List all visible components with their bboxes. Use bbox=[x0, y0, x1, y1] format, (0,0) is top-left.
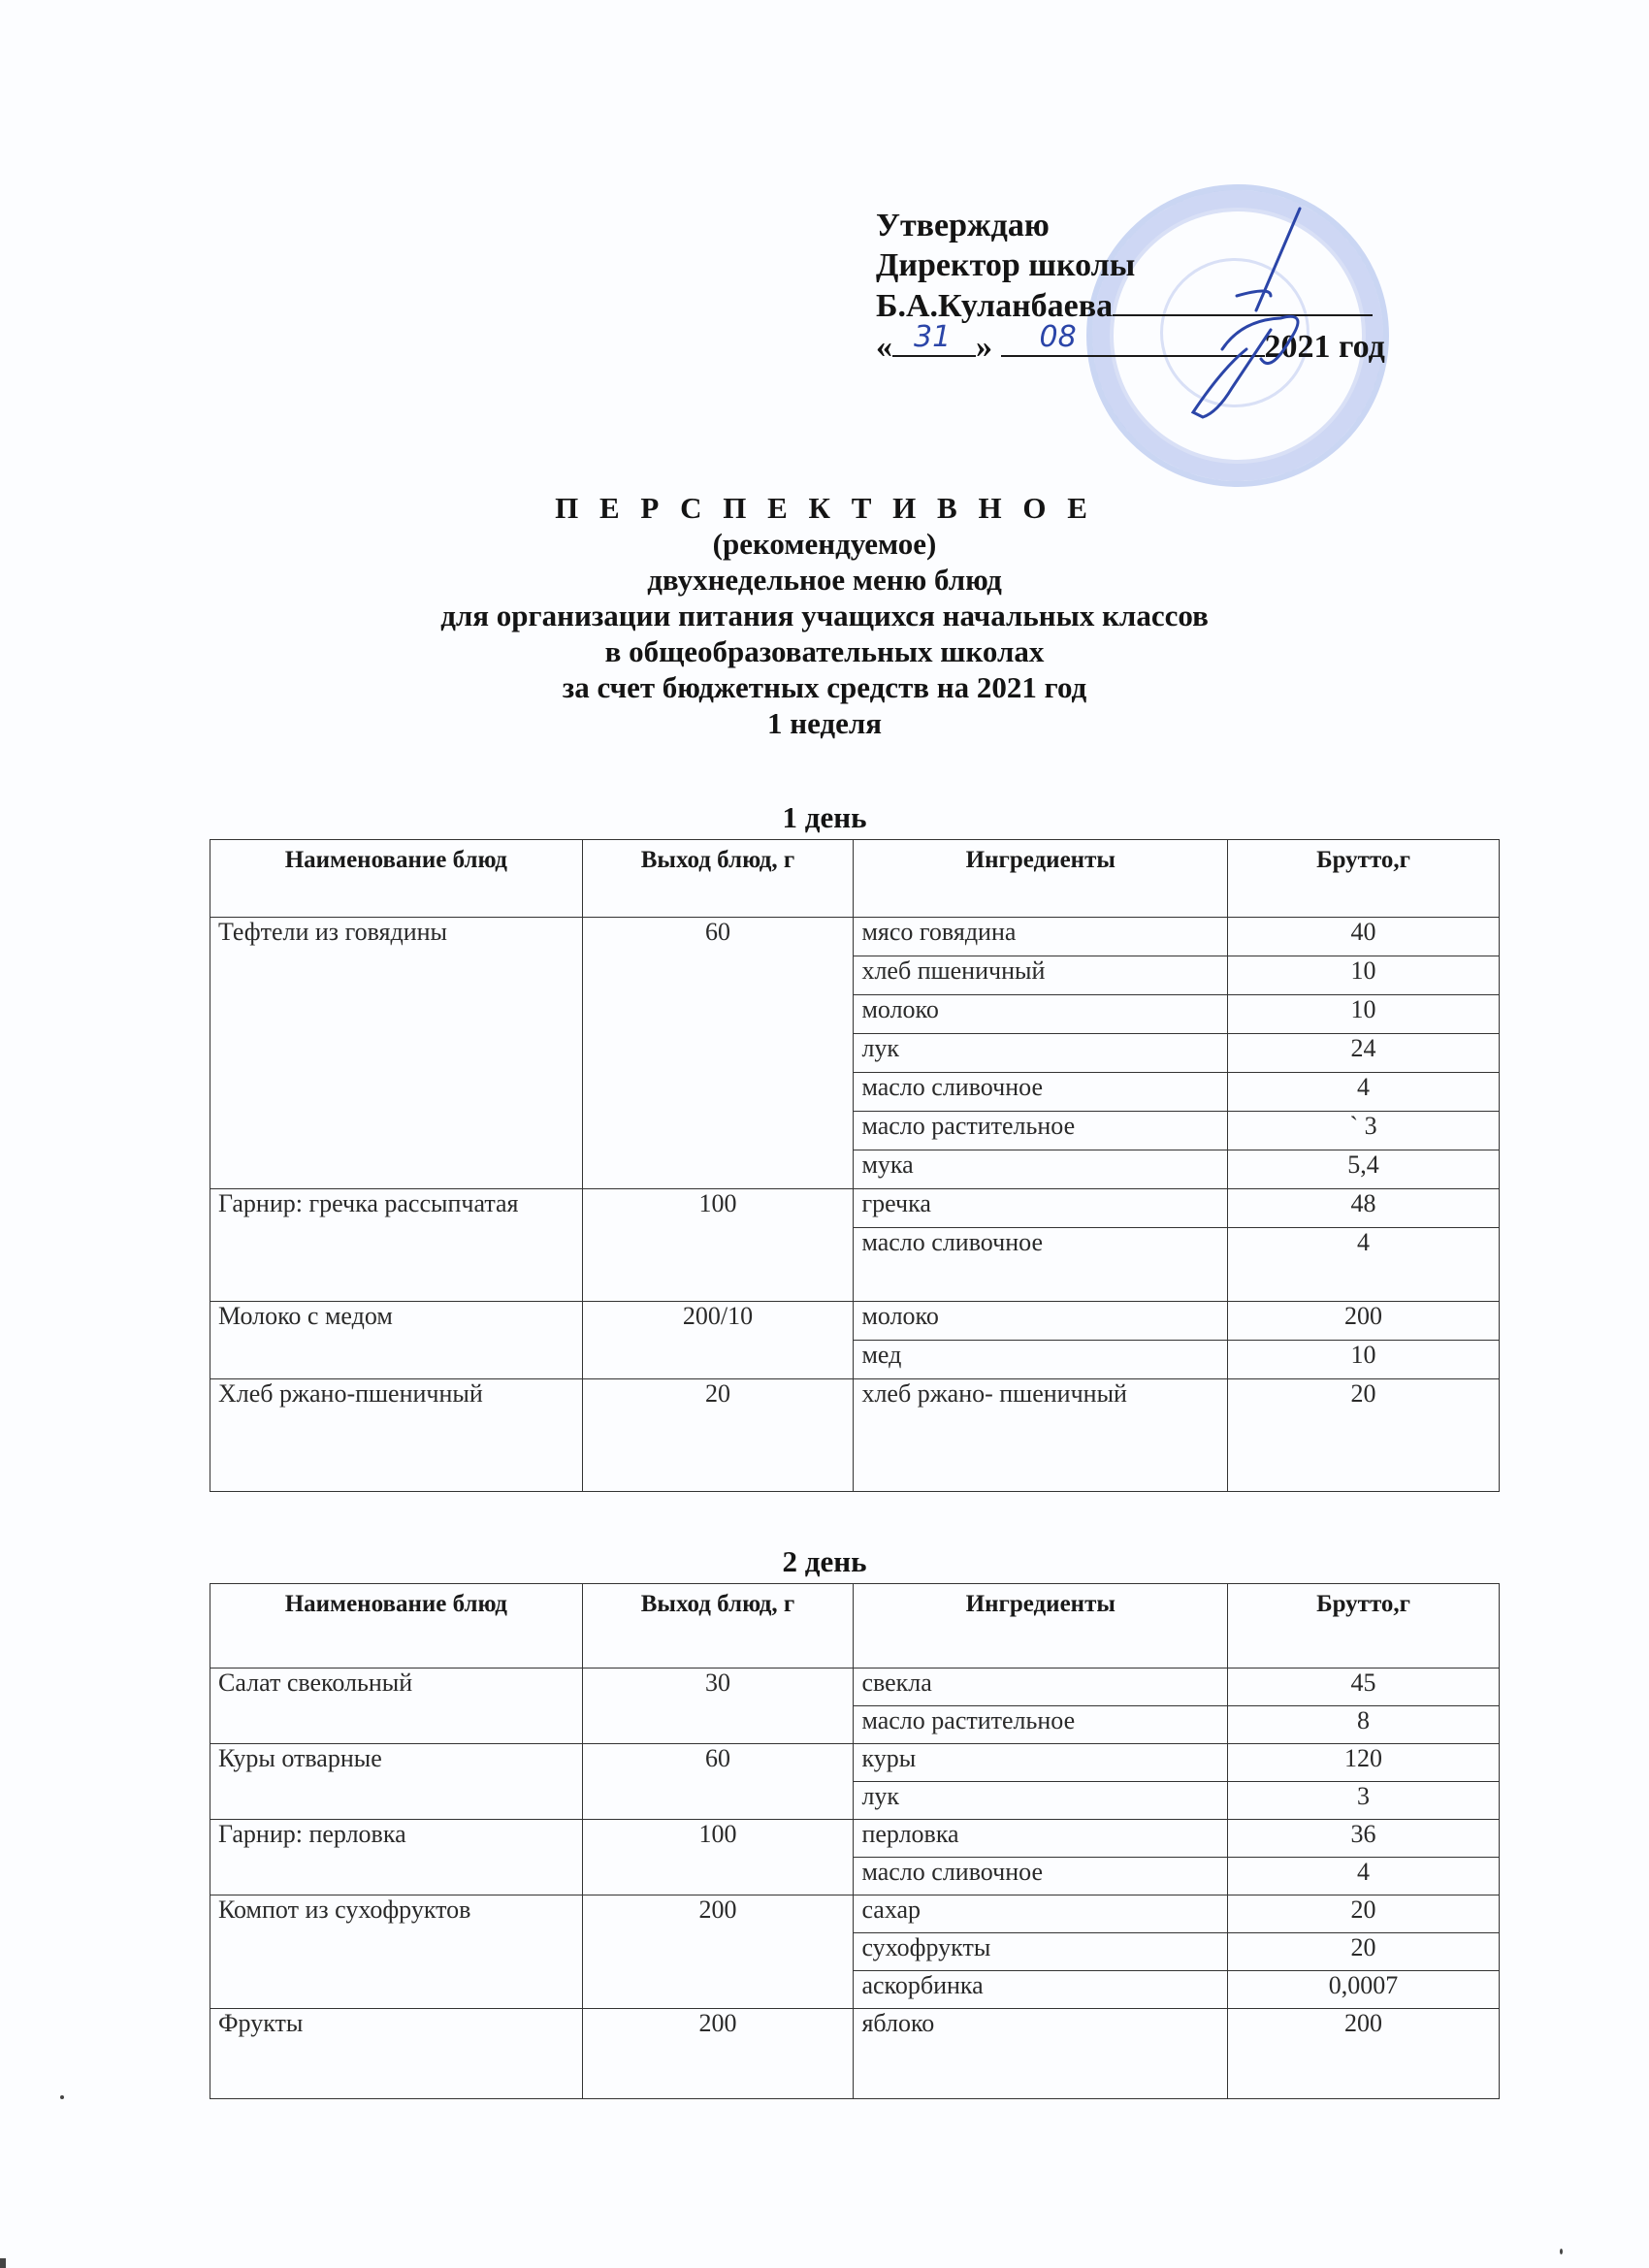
dish-yield: 100 bbox=[582, 1189, 854, 1302]
ingredient-brutto: 20 bbox=[1228, 1933, 1500, 1971]
dish-name: Хлеб ржано-пшеничный bbox=[210, 1379, 583, 1492]
title-main: П Е Р С П Е К Т И В Н О Е bbox=[555, 491, 1094, 525]
day-2-menu-table bbox=[210, 1583, 1500, 2099]
ingredient-name: лук bbox=[854, 1034, 1228, 1073]
ingredient-brutto: 3 bbox=[1228, 1782, 1500, 1820]
approver-name: Б.А.Куланбаева bbox=[876, 288, 1114, 324]
dish-yield: 200/10 bbox=[582, 1302, 854, 1379]
ingredient-brutto: 20 bbox=[1228, 1379, 1500, 1492]
ingredient-name: куры bbox=[854, 1744, 1228, 1782]
date-month-handwritten: 08 bbox=[1039, 320, 1077, 354]
ingredient-name: гречка bbox=[854, 1189, 1228, 1228]
ingredient-name: мясо говядина bbox=[854, 918, 1228, 956]
dish-name: Компот из сухофруктов bbox=[210, 1895, 583, 2009]
ingredient-name: масло растительное bbox=[854, 1706, 1228, 1744]
date-close-quote: » bbox=[976, 329, 992, 365]
column-header-name: Наименование блюд bbox=[210, 1584, 583, 1669]
table-row bbox=[210, 1189, 1500, 1228]
title-line-5: в общеобразовательных школах bbox=[604, 634, 1045, 668]
ingredient-brutto: 200 bbox=[1228, 1302, 1500, 1341]
ingredient-name: масло сливочное bbox=[854, 1073, 1228, 1112]
ingredient-brutto: 36 bbox=[1228, 1820, 1500, 1858]
column-header-ingredients: Ингредиенты bbox=[854, 1584, 1228, 1669]
week-label: 1 неделя bbox=[766, 706, 883, 740]
ingredient-brutto: 10 bbox=[1228, 995, 1500, 1034]
ingredient-brutto: 40 bbox=[1228, 918, 1500, 956]
approver-position: Директор школы bbox=[876, 247, 1136, 283]
dish-name: Салат свекольный bbox=[210, 1669, 583, 1744]
ingredient-name: масло растительное bbox=[854, 1112, 1228, 1150]
dish-yield: 60 bbox=[582, 918, 854, 1189]
table-row bbox=[210, 1669, 1500, 1706]
dish-name: Фрукты bbox=[210, 2009, 583, 2099]
ingredient-brutto: 5,4 bbox=[1228, 1150, 1500, 1189]
scan-speck bbox=[60, 2095, 64, 2099]
ingredient-name: хлеб пшеничный bbox=[854, 956, 1228, 995]
table-header-row bbox=[210, 1584, 1500, 1669]
ingredient-name: хлеб ржано- пшеничный bbox=[854, 1379, 1228, 1492]
signature-icon bbox=[1164, 204, 1339, 437]
ingredient-name: молоко bbox=[854, 995, 1228, 1034]
table-header-row bbox=[210, 840, 1500, 918]
day-1-menu-table bbox=[210, 839, 1500, 1492]
title-line-4: для организации питания учащихся начальных классов bbox=[440, 599, 1209, 632]
ingredient-brutto: 4 bbox=[1228, 1073, 1500, 1112]
ingredient-name: масло сливочное bbox=[854, 1228, 1228, 1302]
date-open-quote: « bbox=[876, 329, 892, 365]
ingredient-brutto: 10 bbox=[1228, 1341, 1500, 1379]
column-header-brutto: Брутто,г bbox=[1228, 840, 1500, 918]
scan-speck bbox=[1560, 2249, 1563, 2254]
column-header-yield: Выход блюд, г bbox=[582, 1584, 854, 1669]
table-row bbox=[210, 1302, 1500, 1341]
ingredient-brutto: 45 bbox=[1228, 1669, 1500, 1706]
title-subtitle: (рекомендуемое) bbox=[712, 527, 937, 561]
day-2-label: 2 день bbox=[782, 1544, 867, 1578]
ingredient-name: мед bbox=[854, 1341, 1228, 1379]
table-row bbox=[210, 2009, 1500, 2099]
title-line-3: двухнедельное меню блюд bbox=[647, 563, 1002, 597]
document-title bbox=[0, 490, 1649, 741]
ingredient-brutto: ` 3 bbox=[1228, 1112, 1500, 1150]
ingredient-brutto: 20 bbox=[1228, 1895, 1500, 1933]
column-header-brutto: Брутто,г bbox=[1228, 1584, 1500, 1669]
ingredient-name: молоко bbox=[854, 1302, 1228, 1341]
dish-yield: 20 bbox=[582, 1379, 854, 1492]
ingredient-name: перловка bbox=[854, 1820, 1228, 1858]
ingredient-name: лук bbox=[854, 1782, 1228, 1820]
dish-yield: 60 bbox=[582, 1744, 854, 1820]
ingredient-name: аскорбинка bbox=[854, 1971, 1228, 2009]
table-row bbox=[210, 1895, 1500, 1933]
ingredient-name: свекла bbox=[854, 1669, 1228, 1706]
ingredient-brutto: 24 bbox=[1228, 1034, 1500, 1073]
dish-name: Молоко с медом bbox=[210, 1302, 583, 1379]
dish-name: Гарнир: гречка рассыпчатая bbox=[210, 1189, 583, 1302]
dish-name: Тефтели из говядины bbox=[210, 918, 583, 1189]
ingredient-brutto: 0,0007 bbox=[1228, 1971, 1500, 2009]
date-day-handwritten: 31 bbox=[914, 320, 952, 354]
ingredient-name: яблоко bbox=[854, 2009, 1228, 2099]
title-line-6: за счет бюджетных средств на 2021 год bbox=[562, 670, 1087, 704]
table-row bbox=[210, 1820, 1500, 1858]
ingredient-brutto: 4 bbox=[1228, 1228, 1500, 1302]
table-row bbox=[210, 1744, 1500, 1782]
column-header-yield: Выход блюд, г bbox=[582, 840, 854, 918]
ingredient-brutto: 10 bbox=[1228, 956, 1500, 995]
column-header-ingredients: Ингредиенты bbox=[854, 840, 1228, 918]
ingredient-brutto: 48 bbox=[1228, 1189, 1500, 1228]
ingredient-name: сахар bbox=[854, 1895, 1228, 1933]
dish-name: Куры отварные bbox=[210, 1744, 583, 1820]
table-row bbox=[210, 918, 1500, 956]
ingredient-brutto: 200 bbox=[1228, 2009, 1500, 2099]
dish-yield: 200 bbox=[582, 1895, 854, 2009]
dish-yield: 30 bbox=[582, 1669, 854, 1744]
ingredient-brutto: 8 bbox=[1228, 1706, 1500, 1744]
ingredient-name: сухофрукты bbox=[854, 1933, 1228, 1971]
ingredient-name: масло сливочное bbox=[854, 1858, 1228, 1895]
dish-yield: 100 bbox=[582, 1820, 854, 1895]
date-year: 2021 год bbox=[1264, 329, 1385, 365]
date-day-field bbox=[892, 320, 976, 357]
table-row bbox=[210, 1379, 1500, 1492]
dish-yield: 200 bbox=[582, 2009, 854, 2099]
approval-heading: Утверждаю bbox=[876, 208, 1050, 243]
ingredient-brutto: 4 bbox=[1228, 1858, 1500, 1895]
day-1-label: 1 день bbox=[782, 800, 867, 834]
ingredient-brutto: 120 bbox=[1228, 1744, 1500, 1782]
scan-edge-mark bbox=[0, 2258, 6, 2268]
dish-name: Гарнир: перловка bbox=[210, 1820, 583, 1895]
ingredient-name: мука bbox=[854, 1150, 1228, 1189]
column-header-name: Наименование блюд bbox=[210, 840, 583, 918]
